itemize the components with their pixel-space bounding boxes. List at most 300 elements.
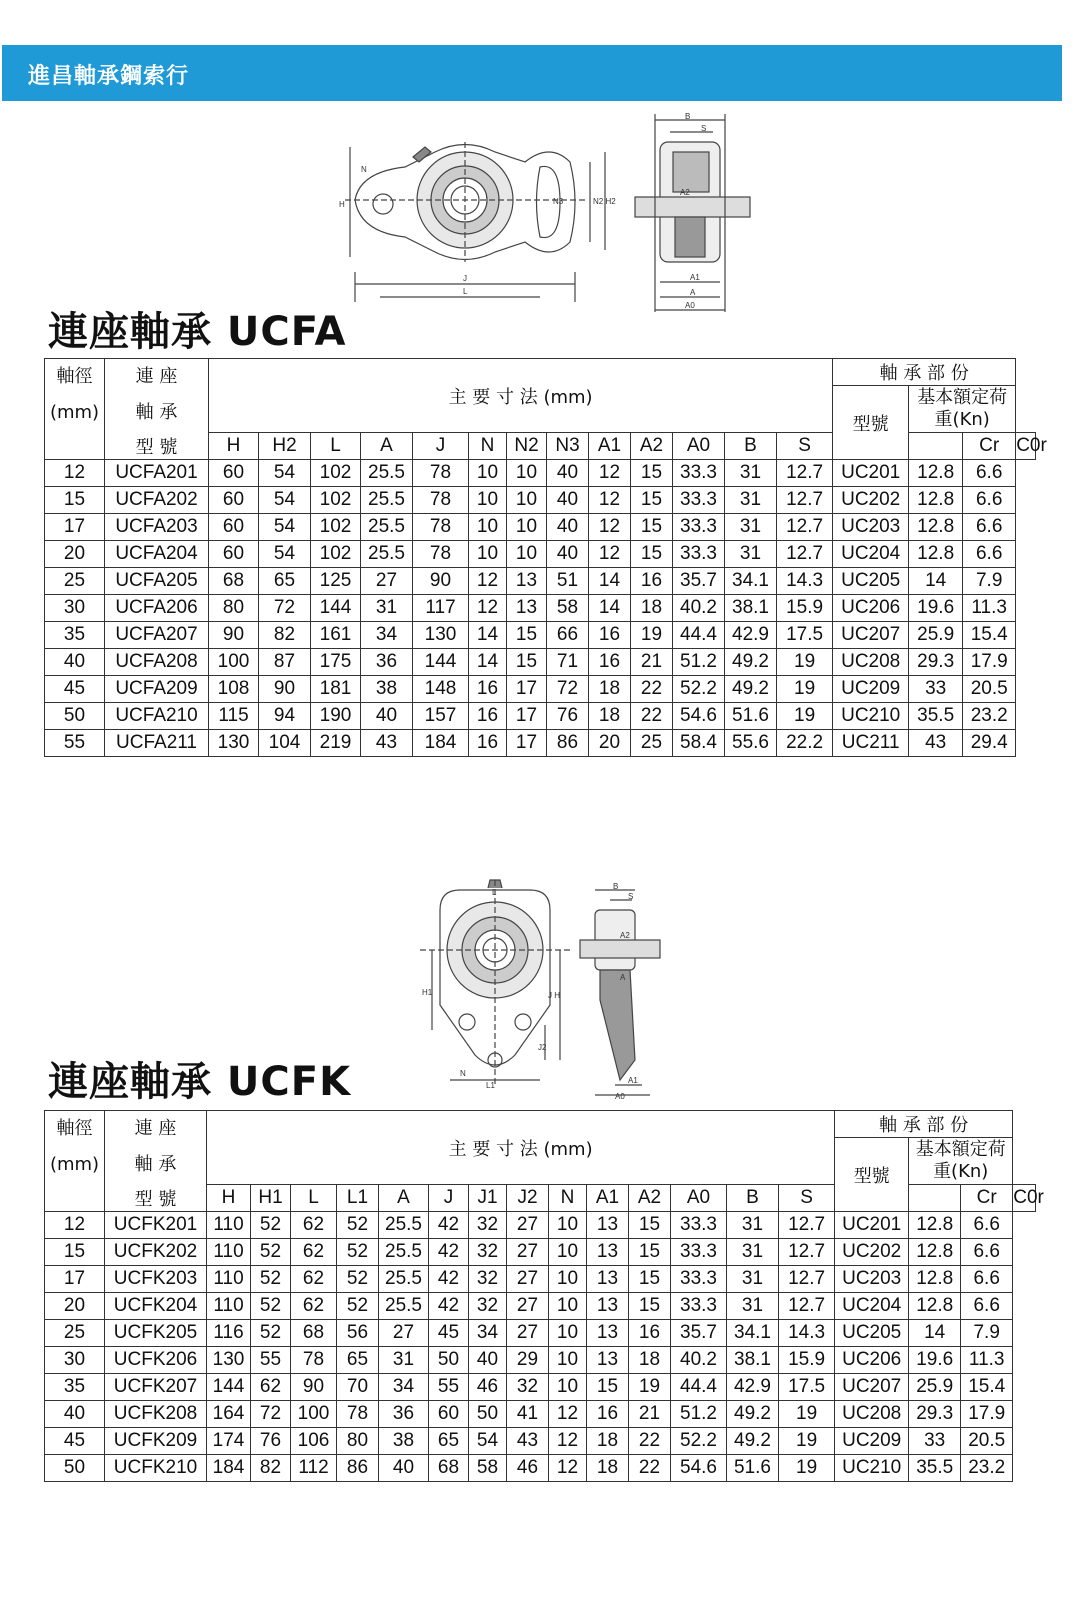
table-cell: 15.9 — [779, 1347, 835, 1374]
table-cell: 175 — [311, 649, 361, 676]
table-cell: 25.9 — [909, 1374, 961, 1401]
table-row — [45, 568, 1036, 595]
table-cell: 102 — [311, 514, 361, 541]
table-row — [45, 1212, 1036, 1239]
table-row — [45, 1293, 1036, 1320]
table-cell: 15 — [507, 649, 547, 676]
table-cell: 35 — [45, 1374, 105, 1401]
table-cell: 42.9 — [727, 1374, 779, 1401]
table-cell: 40 — [547, 514, 589, 541]
table-cell: UC202 — [833, 487, 909, 514]
table-cell: UCFK210 — [105, 1455, 207, 1482]
table-cell: 106 — [291, 1428, 337, 1455]
table-cell: 49.2 — [725, 676, 777, 703]
table-cell: 35.5 — [909, 1455, 961, 1482]
table-cell: 49.2 — [727, 1401, 779, 1428]
table-cell: 78 — [337, 1401, 379, 1428]
table-cell: 20 — [45, 1293, 105, 1320]
table-cell: 15 — [631, 460, 673, 487]
table-cell: 13 — [587, 1266, 629, 1293]
table-cell: 10 — [507, 541, 547, 568]
table-cell: 55 — [251, 1347, 291, 1374]
table-cell: 10 — [549, 1374, 587, 1401]
table-cell: UC201 — [833, 460, 909, 487]
table-cell: UC208 — [833, 649, 909, 676]
table-cell: 80 — [337, 1428, 379, 1455]
table-cell: 15 — [45, 1239, 105, 1266]
table-cell: 54.6 — [671, 1455, 727, 1482]
table-cell: 17.5 — [779, 1374, 835, 1401]
table-cell: 22 — [629, 1428, 671, 1455]
table-cell: 33.3 — [673, 514, 725, 541]
table-cell: 25 — [631, 730, 673, 757]
dimensions-header: 主 要 寸 法 (mm) — [207, 1111, 835, 1185]
dim-col-header: N2 — [507, 433, 547, 460]
table-cell: 27 — [507, 1320, 549, 1347]
table-cell: 17 — [507, 730, 547, 757]
table-cell: 144 — [413, 649, 469, 676]
table-cell: 62 — [291, 1212, 337, 1239]
table-cell: 52 — [337, 1212, 379, 1239]
ucfa-drawing — [335, 112, 755, 320]
table-cell: 42 — [429, 1293, 469, 1320]
load-col-header: C0r — [1013, 1185, 1036, 1212]
load-col-header: C0r — [1016, 433, 1036, 460]
table-cell: 15 — [631, 487, 673, 514]
table-cell: UCFA209 — [105, 676, 209, 703]
table-row — [45, 1374, 1036, 1401]
table-cell: 52 — [251, 1320, 291, 1347]
table-cell: 14 — [469, 649, 507, 676]
table-row — [45, 649, 1036, 676]
table-cell: 17.5 — [777, 622, 833, 649]
table-cell: 102 — [311, 487, 361, 514]
table-cell: 12.8 — [909, 1212, 961, 1239]
table-cell: 50 — [45, 1455, 105, 1482]
table-cell: 12.7 — [779, 1212, 835, 1239]
table-cell: 108 — [209, 676, 259, 703]
table-cell: 33.3 — [673, 541, 725, 568]
svg-text:H: H — [339, 200, 345, 209]
table-cell: UC203 — [833, 514, 909, 541]
table-cell: 72 — [547, 676, 589, 703]
table-cell: 18 — [629, 1347, 671, 1374]
dimensions-header: 主 要 寸 法 (mm) — [209, 359, 833, 433]
svg-text:H1: H1 — [422, 988, 433, 997]
table-cell: 62 — [251, 1374, 291, 1401]
table-cell: 10 — [549, 1293, 587, 1320]
table-cell: 12.8 — [909, 460, 963, 487]
table-cell: 40 — [361, 703, 413, 730]
table-cell: 19 — [779, 1428, 835, 1455]
table-row — [45, 676, 1036, 703]
table-cell: UCFA206 — [105, 595, 209, 622]
table-cell: 14.3 — [779, 1320, 835, 1347]
table-cell: 16 — [469, 676, 507, 703]
table-cell: 14 — [909, 1320, 961, 1347]
table-cell: 6.6 — [961, 1239, 1013, 1266]
table-cell: 25.5 — [379, 1293, 429, 1320]
table-cell: 6.6 — [961, 1212, 1013, 1239]
table-cell: 82 — [259, 622, 311, 649]
table-cell: 33 — [909, 1428, 961, 1455]
svg-text:A2: A2 — [680, 188, 690, 197]
table-cell: 17 — [45, 1266, 105, 1293]
table-cell: 116 — [207, 1320, 251, 1347]
table-cell: 58 — [469, 1455, 507, 1482]
table-cell: 31 — [725, 460, 777, 487]
table-cell: 19 — [777, 703, 833, 730]
table-cell: 44.4 — [671, 1374, 727, 1401]
table-cell: 45 — [45, 676, 105, 703]
table-cell: 20 — [589, 730, 631, 757]
dim-col-header: L — [311, 433, 361, 460]
svg-text:A2: A2 — [620, 931, 630, 940]
svg-text:B: B — [685, 112, 691, 121]
svg-text:L1: L1 — [486, 1081, 495, 1090]
table-cell: 45 — [429, 1320, 469, 1347]
svg-text:A1: A1 — [690, 273, 700, 282]
table-cell: 27 — [379, 1320, 429, 1347]
table-cell: 144 — [207, 1374, 251, 1401]
table-cell: 90 — [209, 622, 259, 649]
table-cell: 87 — [259, 649, 311, 676]
dim-col-header: J1 — [469, 1185, 507, 1212]
table-cell: 31 — [725, 487, 777, 514]
table-cell: UC211 — [833, 730, 909, 757]
table-cell: 184 — [207, 1455, 251, 1482]
model-header-blank — [909, 1185, 961, 1212]
shaft-header: 軸徑 (mm) — [45, 359, 105, 433]
table-cell: 19 — [631, 622, 673, 649]
table-cell: 25.5 — [379, 1212, 429, 1239]
table-cell: 12.8 — [909, 1266, 961, 1293]
table-cell: 14.3 — [777, 568, 833, 595]
table-cell: 18 — [589, 703, 631, 730]
ucfa-spec-table — [44, 358, 1047, 757]
table-cell: 40 — [547, 541, 589, 568]
table-cell: 51 — [547, 568, 589, 595]
table-row — [45, 1266, 1036, 1293]
table-cell: 34.1 — [725, 568, 777, 595]
table-cell: 15 — [629, 1293, 671, 1320]
table-cell: 55 — [429, 1374, 469, 1401]
table-cell: UC203 — [835, 1266, 909, 1293]
table-cell: UC204 — [833, 541, 909, 568]
table-cell: 31 — [727, 1293, 779, 1320]
table-cell: 35.7 — [671, 1320, 727, 1347]
header-row — [45, 359, 1036, 386]
dim-col-header: L1 — [337, 1185, 379, 1212]
table-cell: UC204 — [835, 1293, 909, 1320]
table-cell: 23.2 — [963, 703, 1016, 730]
table-cell: 12 — [549, 1455, 587, 1482]
table-cell: UCFA204 — [105, 541, 209, 568]
table-cell: 130 — [207, 1347, 251, 1374]
table-cell: 33.3 — [673, 460, 725, 487]
ucfk-title: 連座軸承 UCFK — [48, 1059, 352, 1105]
table-cell: 35 — [45, 622, 105, 649]
table-cell: 52 — [337, 1239, 379, 1266]
table-cell: 12 — [549, 1401, 587, 1428]
table-cell: UCFK206 — [105, 1347, 207, 1374]
table-cell: 60 — [209, 541, 259, 568]
table-cell: UC210 — [835, 1455, 909, 1482]
dim-col-header: H — [207, 1185, 251, 1212]
table-cell: 43 — [909, 730, 963, 757]
table-cell: 130 — [413, 622, 469, 649]
table-cell: 72 — [251, 1401, 291, 1428]
table-cell: 17 — [45, 514, 105, 541]
table-cell: 49.2 — [727, 1428, 779, 1455]
table-cell: 50 — [45, 703, 105, 730]
table-cell: 78 — [413, 460, 469, 487]
table-cell: 12 — [45, 460, 105, 487]
table-cell: 50 — [429, 1347, 469, 1374]
table-cell: 43 — [361, 730, 413, 757]
table-cell: 21 — [629, 1401, 671, 1428]
table-cell: 10 — [507, 514, 547, 541]
table-cell: 7.9 — [961, 1320, 1013, 1347]
table-cell: 78 — [413, 514, 469, 541]
seat-header: 連 座 軸 承 — [105, 359, 209, 433]
table-cell: 6.6 — [963, 541, 1016, 568]
table-cell: 31 — [725, 514, 777, 541]
table-row — [45, 460, 1036, 487]
table-cell: 65 — [337, 1347, 379, 1374]
table-cell: 32 — [469, 1293, 507, 1320]
table-cell: 219 — [311, 730, 361, 757]
table-cell: 31 — [727, 1266, 779, 1293]
table-cell: 40 — [547, 487, 589, 514]
svg-text:A0: A0 — [685, 301, 695, 310]
table-cell: 65 — [259, 568, 311, 595]
table-cell: 14 — [589, 568, 631, 595]
table-cell: 130 — [209, 730, 259, 757]
table-cell: 38.1 — [725, 595, 777, 622]
table-cell: 86 — [547, 730, 589, 757]
table-cell: 51.2 — [671, 1401, 727, 1428]
table-cell: 17 — [507, 676, 547, 703]
table-cell: UCFA202 — [105, 487, 209, 514]
table-cell: UCFK209 — [105, 1428, 207, 1455]
table-cell: 102 — [311, 541, 361, 568]
table-cell: UCFK204 — [105, 1293, 207, 1320]
shaft-header-blank — [45, 1185, 105, 1212]
table-cell: 40 — [547, 460, 589, 487]
table-cell: 52 — [251, 1293, 291, 1320]
table-cell: 12 — [589, 541, 631, 568]
bearing-part-header: 軸 承 部 份 — [833, 359, 1016, 386]
table-cell: UC210 — [833, 703, 909, 730]
table-cell: 32 — [469, 1266, 507, 1293]
table-cell: 40 — [469, 1347, 507, 1374]
table-cell: 35.7 — [673, 568, 725, 595]
table-cell: 27 — [507, 1239, 549, 1266]
table-cell: 27 — [507, 1266, 549, 1293]
table-cell: 90 — [413, 568, 469, 595]
table-cell: 52.2 — [673, 676, 725, 703]
table-cell: 115 — [209, 703, 259, 730]
table-cell: 12.7 — [779, 1239, 835, 1266]
dim-col-header: H2 — [259, 433, 311, 460]
table-cell: 16 — [589, 649, 631, 676]
table-cell: 16 — [587, 1401, 629, 1428]
svg-text:B: B — [613, 882, 619, 891]
table-cell: 86 — [337, 1455, 379, 1482]
table-row — [45, 1347, 1036, 1374]
table-cell: 110 — [207, 1239, 251, 1266]
table-cell: 29 — [507, 1347, 549, 1374]
table-cell: 15 — [631, 541, 673, 568]
svg-text:J H: J H — [548, 991, 560, 1000]
table-cell: 15 — [629, 1212, 671, 1239]
model-header: 型號 — [835, 1138, 909, 1212]
table-cell: 60 — [209, 460, 259, 487]
table-cell: UC206 — [835, 1347, 909, 1374]
table-cell: UC205 — [833, 568, 909, 595]
table-cell: UCFA207 — [105, 622, 209, 649]
table-cell: 55 — [45, 730, 105, 757]
table-row — [45, 1320, 1036, 1347]
table-cell: 25.5 — [379, 1266, 429, 1293]
table-cell: 32 — [469, 1212, 507, 1239]
table-cell: 72 — [259, 595, 311, 622]
table-cell: UC207 — [835, 1374, 909, 1401]
table-cell: 11.3 — [961, 1347, 1013, 1374]
table-cell: 17 — [507, 703, 547, 730]
table-cell: 31 — [727, 1212, 779, 1239]
table-cell: 60 — [429, 1401, 469, 1428]
table-cell: UC206 — [833, 595, 909, 622]
table-cell: 27 — [507, 1212, 549, 1239]
dim-col-header: B — [725, 433, 777, 460]
table-cell: 14 — [909, 568, 963, 595]
table-cell: 100 — [291, 1401, 337, 1428]
table-cell: 52.2 — [671, 1428, 727, 1455]
table-cell: 90 — [291, 1374, 337, 1401]
table-cell: 54 — [259, 460, 311, 487]
model-header: 型號 — [833, 386, 909, 460]
table-cell: 19 — [629, 1374, 671, 1401]
table-cell: 71 — [547, 649, 589, 676]
dim-col-header: A2 — [629, 1185, 671, 1212]
ucfk-spec-table — [44, 1110, 1044, 1482]
table-cell: 13 — [587, 1320, 629, 1347]
table-cell: 157 — [413, 703, 469, 730]
table-cell: 33.3 — [671, 1266, 727, 1293]
table-cell: 19.6 — [909, 1347, 961, 1374]
table-cell: 38 — [379, 1428, 429, 1455]
table-cell: 125 — [311, 568, 361, 595]
table-cell: 62 — [291, 1293, 337, 1320]
table-cell: 42 — [429, 1239, 469, 1266]
table-cell: 12.7 — [779, 1293, 835, 1320]
table-cell: 51.6 — [725, 703, 777, 730]
table-cell: 15 — [629, 1239, 671, 1266]
table-cell: 42 — [429, 1266, 469, 1293]
table-cell: UC209 — [833, 676, 909, 703]
ucfa-title: 連座軸承 UCFA — [48, 309, 347, 355]
table-cell: 31 — [725, 541, 777, 568]
table-cell: 44.4 — [673, 622, 725, 649]
table-cell: 10 — [469, 514, 507, 541]
svg-text:A: A — [690, 288, 696, 297]
table-cell: 12 — [589, 460, 631, 487]
table-cell: 34.1 — [727, 1320, 779, 1347]
table-cell: 38 — [361, 676, 413, 703]
table-cell: 29.3 — [909, 649, 963, 676]
table-cell: 12.8 — [909, 487, 963, 514]
table-cell: 76 — [547, 703, 589, 730]
table-cell: 181 — [311, 676, 361, 703]
table-row — [45, 1455, 1036, 1482]
table-cell: 13 — [587, 1239, 629, 1266]
table-cell: 12 — [469, 595, 507, 622]
table-cell: 58.4 — [673, 730, 725, 757]
table-cell: 51.2 — [673, 649, 725, 676]
table-cell: 33.3 — [671, 1239, 727, 1266]
table-cell: 78 — [291, 1347, 337, 1374]
table-cell: 22.2 — [777, 730, 833, 757]
table-cell: UCFA203 — [105, 514, 209, 541]
table-cell: UCFA205 — [105, 568, 209, 595]
table-cell: 82 — [251, 1455, 291, 1482]
table-cell: 20 — [45, 541, 105, 568]
ucfk-drawing — [420, 880, 670, 1102]
svg-text:L: L — [463, 287, 468, 296]
dim-col-header: N — [469, 433, 507, 460]
dim-col-header: J2 — [507, 1185, 549, 1212]
table-cell: UCFA210 — [105, 703, 209, 730]
svg-text:A0: A0 — [615, 1092, 625, 1101]
table-cell: 15 — [629, 1266, 671, 1293]
svg-text:A: A — [620, 973, 626, 982]
table-cell: 161 — [311, 622, 361, 649]
dim-col-header: L — [291, 1185, 337, 1212]
table-cell: 19 — [777, 649, 833, 676]
table-cell: 12.7 — [777, 460, 833, 487]
table-cell: 41 — [507, 1401, 549, 1428]
dim-col-header: A — [361, 433, 413, 460]
shaft-header: 軸徑 (mm) — [45, 1111, 105, 1185]
dim-col-header: A0 — [673, 433, 725, 460]
table-row — [45, 730, 1036, 757]
table-cell: 25 — [45, 568, 105, 595]
table-cell: 62 — [291, 1239, 337, 1266]
table-cell: 16 — [469, 703, 507, 730]
table-cell: 62 — [291, 1266, 337, 1293]
load-col-header: Cr — [963, 433, 1016, 460]
rated-load-header: 基本額定荷重(Kn) — [909, 386, 1016, 433]
table-cell: 60 — [209, 487, 259, 514]
table-cell: 52 — [251, 1266, 291, 1293]
table-cell: UCFK208 — [105, 1401, 207, 1428]
dim-col-header: A2 — [631, 433, 673, 460]
table-cell: 27 — [507, 1293, 549, 1320]
table-cell: 76 — [251, 1428, 291, 1455]
dim-col-header: A — [379, 1185, 429, 1212]
table-cell: 25.9 — [909, 622, 963, 649]
table-cell: 19 — [779, 1455, 835, 1482]
table-cell: 52 — [251, 1239, 291, 1266]
dim-col-header: B — [727, 1185, 779, 1212]
table-cell: 6.6 — [961, 1293, 1013, 1320]
table-cell: 60 — [209, 514, 259, 541]
table-cell: 34 — [469, 1320, 507, 1347]
table-cell: 6.6 — [963, 487, 1016, 514]
table-cell: 10 — [507, 460, 547, 487]
